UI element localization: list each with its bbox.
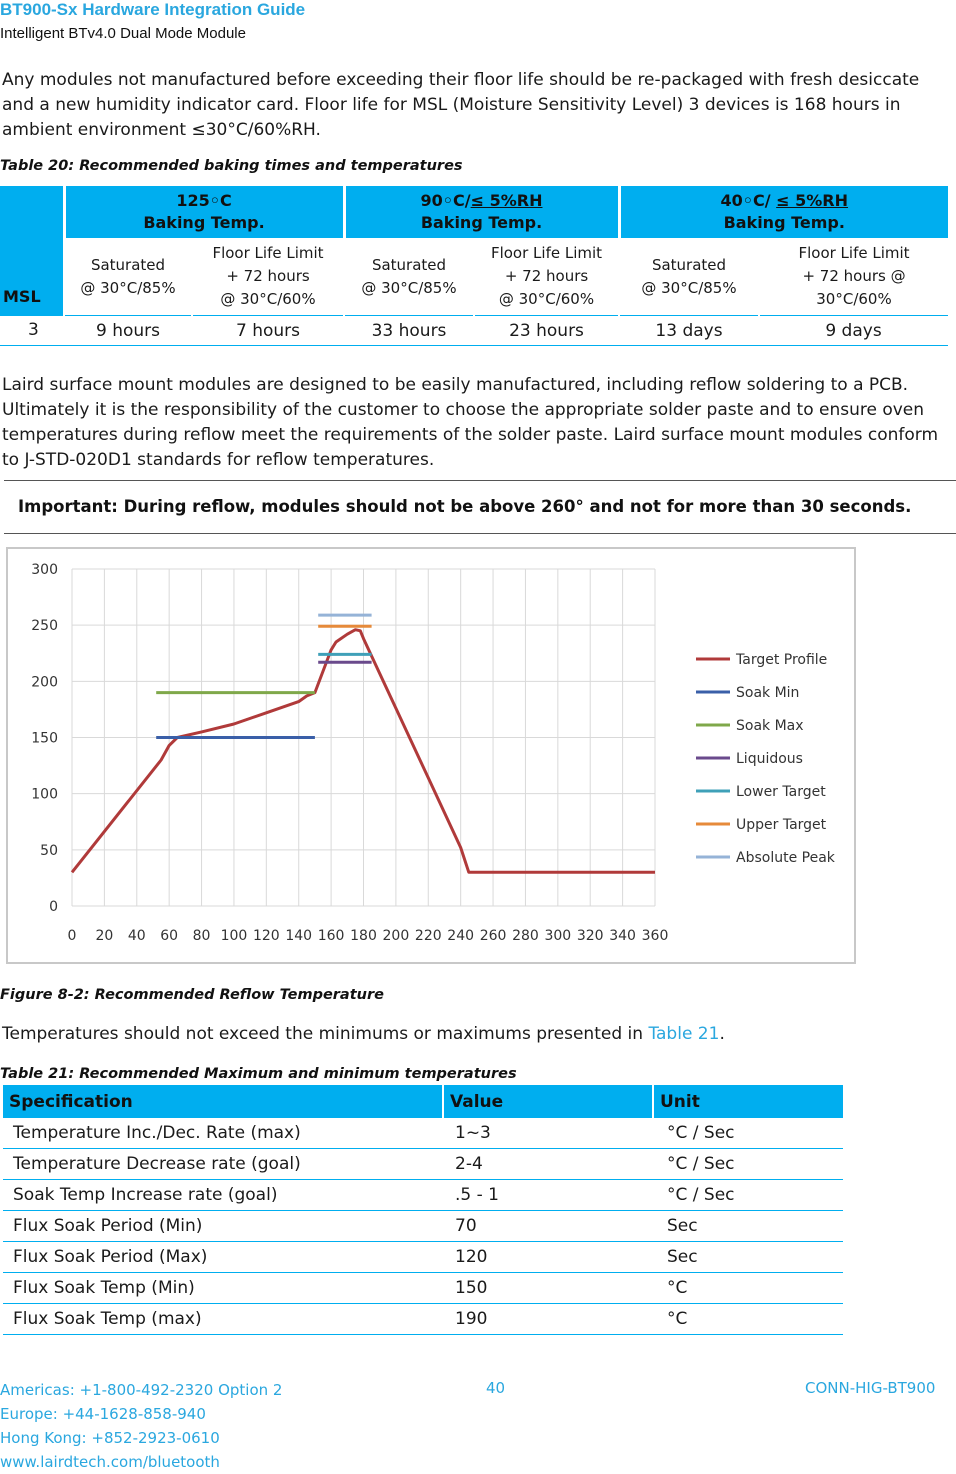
spec-cell: Soak Temp Increase rate (goal)	[3, 1180, 443, 1211]
legend-label: Upper Target	[736, 817, 827, 833]
website-link[interactable]: www.lairdtech.com/bluetooth	[0, 1453, 220, 1471]
table-row	[0, 316, 948, 346]
europe-phone: Europe: +44-1628-858-940	[0, 1405, 206, 1423]
y-tick-label: 100	[31, 786, 58, 803]
table-cell: 9 hours	[64, 316, 192, 346]
reflow-paragraph: Laird surface mount modules are designed to be easily manufactured, including reflow soldering to a PCB. Ultimately it is the responsibility of the customer to choose the appropriate solder paste and to ensure oven temperatures during reflow meet the requirements of the solder paste. Laird surface mount modules conform to J-STD-020D1 standards for reflow temperatures.	[2, 375, 939, 470]
saturated-header: Saturated @ 30°C/85%	[619, 238, 759, 316]
x-tick-label: 360	[641, 928, 669, 944]
legend-label: Soak Max	[736, 718, 804, 734]
document-title: BT900-Sx Hardware Integration Guide	[0, 0, 306, 19]
header-value: Value	[443, 1085, 653, 1118]
y-tick-label: 150	[31, 730, 58, 747]
saturated-header: Saturated @ 30°C/85%	[344, 238, 474, 316]
important-note-box	[4, 480, 956, 534]
figure-caption: Figure 8-2: Recommended Reflow Temperature	[0, 987, 384, 1003]
x-tick-label: 60	[160, 928, 179, 944]
table-cell: 33 hours	[344, 316, 474, 346]
group-40c-header: 40◦C/ ≤ 5%RH Baking Temp.	[619, 186, 948, 238]
x-tick-label: 40	[127, 928, 146, 944]
y-tick-label: 200	[31, 674, 58, 691]
value-cell: 120	[443, 1242, 653, 1273]
unit-cell: °C / Sec	[653, 1118, 843, 1149]
intro-paragraph: Any modules not manufactured before exceeding their floor life should be re-packaged with fresh desiccate and a new humidity indicator card. Floor life for MSL (Moisture Sensitivity Level) 3 devices is 168 hours in ambient environment ≤30°C/60%RH.	[2, 70, 920, 140]
table21-link[interactable]: Table 21	[648, 1024, 720, 1044]
legend-label: Soak Min	[736, 685, 800, 701]
unit-cell: Sec	[653, 1242, 843, 1273]
x-tick-label: 180	[350, 928, 377, 944]
spec-cell: Flux Soak Period (Max)	[3, 1242, 443, 1273]
value-cell: .5 - 1	[443, 1180, 653, 1211]
table-cell: 7 hours	[192, 316, 344, 346]
floor-life-header: Floor Life Limit + 72 hours @ 30°C/60%	[474, 238, 619, 316]
x-tick-label: 120	[252, 928, 280, 944]
table-cell: 9 days	[759, 316, 948, 346]
important-note: Important: During reflow, modules should not be above 260° and not for more than 30 seconds.	[18, 497, 912, 516]
y-tick-label: 250	[31, 618, 58, 635]
x-tick-label: 80	[192, 928, 211, 944]
value-cell: 190	[443, 1304, 653, 1335]
unit-cell: °C	[653, 1273, 843, 1304]
temps-sentence: Temperatures should not exceed the minimums or maximums presented in Table 21.	[2, 1024, 725, 1044]
msl-header: MSL	[0, 186, 64, 316]
value-cell: 1~3	[443, 1118, 653, 1149]
table-row	[3, 1149, 843, 1180]
value-cell: 70	[443, 1211, 653, 1242]
y-tick-label: 0	[49, 899, 58, 915]
table-row	[3, 1304, 843, 1335]
document-subtitle: Intelligent BTv4.0 Dual Mode Module	[0, 25, 246, 42]
spec-cell: Flux Soak Temp (max)	[3, 1304, 443, 1335]
table-row	[3, 1211, 843, 1242]
legend-label: Liquidous	[736, 751, 803, 767]
hongkong-phone: Hong Kong: +852-2923-0610	[0, 1429, 220, 1447]
x-tick-label: 240	[447, 928, 475, 944]
legend-label: Lower Target	[736, 784, 826, 800]
table-cell: 3	[0, 316, 64, 346]
x-tick-label: 280	[512, 928, 539, 944]
header-specification: Specification	[3, 1085, 443, 1118]
value-cell: 2-4	[443, 1149, 653, 1180]
spec-cell: Temperature Inc./Dec. Rate (max)	[3, 1118, 443, 1149]
header-unit: Unit	[653, 1085, 843, 1118]
reflow-chart-svg	[8, 549, 854, 962]
table20-caption: Table 20: Recommended baking times and temperatures	[0, 158, 463, 174]
x-tick-label: 340	[609, 928, 636, 944]
spec-cell: Temperature Decrease rate (goal)	[3, 1149, 443, 1180]
saturated-header: Saturated @ 30°C/85%	[64, 238, 192, 316]
floor-life-header: Floor Life Limit + 72 hours @ 30°C/60%	[759, 238, 948, 316]
y-tick-label: 50	[40, 842, 58, 859]
x-tick-label: 260	[479, 928, 507, 944]
max-min-temperatures-table	[3, 1085, 843, 1335]
table-row	[3, 1242, 843, 1273]
x-tick-label: 220	[414, 928, 442, 944]
document-id: CONN-HIG-BT900	[805, 1379, 936, 1397]
x-tick-label: 300	[544, 928, 572, 944]
legend-label: Absolute Peak	[736, 850, 835, 866]
x-tick-label: 320	[576, 928, 604, 944]
contact-block	[0, 1378, 282, 1474]
americas-phone: Americas: +1-800-492-2320 Option 2	[0, 1381, 283, 1399]
y-tick-label: 300	[31, 562, 58, 578]
value-cell: 150	[443, 1273, 653, 1304]
x-tick-label: 200	[382, 928, 410, 944]
unit-cell: Sec	[653, 1211, 843, 1242]
group-90c-header: 90◦C/≤ 5%RH Baking Temp.	[344, 186, 619, 238]
unit-cell: °C	[653, 1304, 843, 1335]
legend-label: Target Profile	[736, 652, 828, 668]
spec-cell: Flux Soak Period (Min)	[3, 1211, 443, 1242]
table-row	[3, 1273, 843, 1304]
baking-times-table	[0, 186, 948, 346]
unit-cell: °C / Sec	[653, 1180, 843, 1211]
x-tick-label: 0	[67, 928, 77, 944]
x-tick-label: 20	[95, 928, 114, 944]
page-number: 40	[486, 1379, 506, 1397]
table-cell: 13 days	[619, 316, 759, 346]
table-cell: 23 hours	[474, 316, 619, 346]
x-tick-label: 160	[317, 928, 345, 944]
table-row	[3, 1180, 843, 1211]
spec-cell: Flux Soak Temp (Min)	[3, 1273, 443, 1304]
unit-cell: °C / Sec	[653, 1149, 843, 1180]
table-row	[3, 1118, 843, 1149]
group-125c-header: 125◦C Baking Temp.	[64, 186, 344, 238]
reflow-chart	[6, 547, 856, 964]
x-tick-label: 100	[220, 928, 248, 944]
x-tick-label: 140	[285, 928, 313, 944]
table21-caption: Table 21: Recommended Maximum and minimum temperatures	[0, 1066, 517, 1082]
floor-life-header: Floor Life Limit + 72 hours @ 30°C/60%	[192, 238, 344, 316]
